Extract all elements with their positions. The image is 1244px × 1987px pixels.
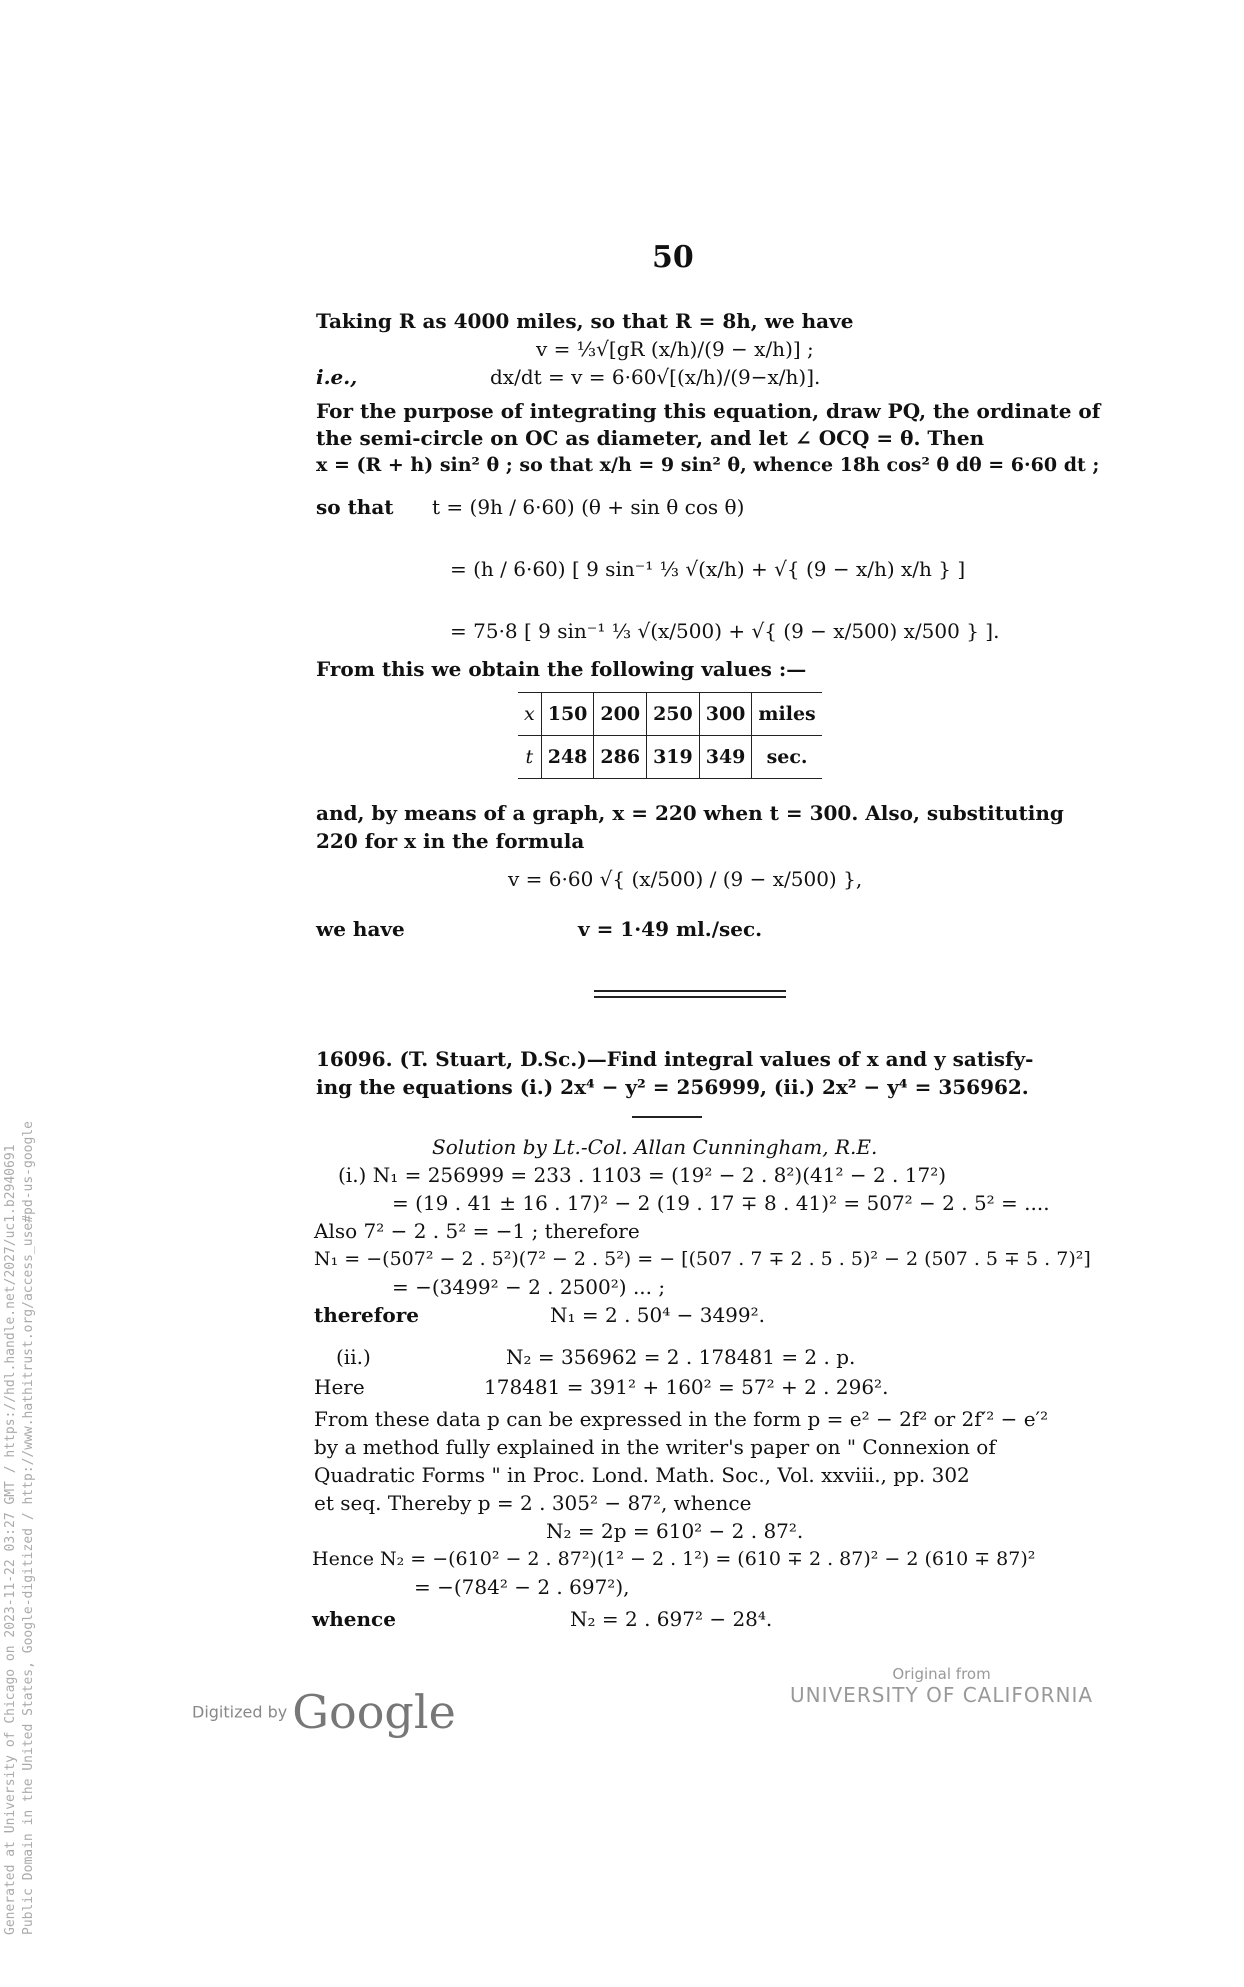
table-cell: miles (752, 693, 822, 736)
text-label: we have (316, 917, 405, 941)
divider (594, 990, 786, 992)
equation: v = 1·49 ml./sec. (578, 917, 763, 941)
digitized-by-text: Digitized by (192, 1702, 288, 1722)
text-line: 220 for x in the formula (316, 829, 585, 853)
text-line: Also 7² − 2 . 5² = −1 ; therefore (314, 1219, 640, 1243)
equation: N₁ = −(507² − 2 . 5²)(7² − 2 . 5²) = − [(507 . 7 ∓ 2 . 5 . 5)² − 2 (507 . 5 ∓ 5 . 7)²] (314, 1248, 1091, 1270)
table-cell: 286 (594, 736, 647, 779)
table-cell: 150 (541, 693, 594, 736)
table-cell: x (518, 693, 541, 736)
table-row (518, 693, 822, 736)
table-cell: 349 (699, 736, 752, 779)
solution-heading: Solution by Lt.-Col. Allan Cunningham, R.E. (432, 1135, 878, 1159)
equation: = (19 . 41 ± 16 . 17)² − 2 (19 . 17 ∓ 8 . 41)² = 507² − 2 . 5² = .... (392, 1191, 1050, 1215)
text-line: the semi-circle on OC as diameter, and let ∠ OCQ = θ. Then (316, 426, 985, 450)
hathitrust-watermark (2, 1121, 38, 1935)
table-cell: 200 (594, 693, 647, 736)
table-cell: 250 (647, 693, 700, 736)
table-cell: t (525, 746, 534, 768)
equation: = (h / 6·60) [ 9 sin⁻¹ ⅓ √(x/h) + √{ (9 − x/h) x/h } ] (450, 557, 966, 581)
equation: Hence N₂ = −(610² − 2 . 87²)(1² − 2 . 1²) = (610 ∓ 2 . 87)² − 2 (610 ∓ 87)² (312, 1548, 1036, 1570)
original-from-text: Original from (892, 1665, 991, 1683)
problem-statement: 16096. (T. Stuart, D.Sc.)—Find integral values of x and y satisfy- (316, 1047, 1034, 1071)
text-line: by a method fully explained in the writer's paper on " Connexion of (314, 1435, 996, 1459)
text-line: x = (R + h) sin² θ ; so that x/h = 9 sin² θ, whence 18h cos² θ dθ = 6·60 dt ; (316, 454, 1100, 476)
table-cell: sec. (752, 736, 822, 779)
text-line: From these data p can be expressed in the form p = e² − 2f² or 2f′² − e′² (314, 1407, 1049, 1431)
text-label: therefore (314, 1303, 419, 1327)
text-line: For the purpose of integrating this equation, draw PQ, the ordinate of (316, 399, 1101, 423)
table-row (518, 736, 822, 779)
divider (632, 1116, 702, 1118)
equation: N₂ = 2 . 697² − 28⁴. (570, 1607, 773, 1631)
equation: = 75·8 [ 9 sin⁻¹ ⅓ √(x/500) + √{ (9 − x/500) x/500 } ]. (450, 619, 1000, 643)
divider (594, 996, 786, 998)
equation: N₁ = 2 . 50⁴ − 3499². (550, 1303, 765, 1327)
equation: t = (9h / 6·60) (θ + sin θ cos θ) (432, 495, 745, 519)
text-line: and, by means of a graph, x = 220 when t = 300. Also, substituting (316, 801, 1064, 825)
equation: v = ⅓√[gR (x/h)/(9 − x/h)] ; (536, 337, 814, 361)
equation: dx/dt = v = 6·60√[(x/h)/(9−x/h)]. (490, 365, 821, 389)
text-label: so that (316, 495, 394, 519)
equation: = −(784² − 2 . 697²), (414, 1575, 630, 1599)
text-label: (ii.) (336, 1345, 371, 1369)
equation: 178481 = 391² + 160² = 57² + 2 . 296². (484, 1375, 889, 1399)
text-line: Quadratic Forms " in Proc. Lond. Math. Soc., Vol. xxviii., pp. 302 (314, 1463, 970, 1487)
watermark-line: Generated at University of Chicago on 2023-11-22 03:27 GMT / https://hdl.handle.net/2027/uc1.b2940691 (3, 1144, 18, 1935)
text-line: et seq. Thereby p = 2 . 305² − 87², whence (314, 1491, 752, 1515)
text-label: Here (314, 1375, 365, 1399)
university-text: UNIVERSITY OF CALIFORNIA (790, 1683, 1094, 1707)
equation: N₂ = 356962 = 2 . 178481 = 2 . p. (506, 1345, 856, 1369)
watermark-line: Public Domain in the United States, Google-digitized / http://www.hathitrust.org/access_use#pd-us-google (21, 1121, 36, 1935)
values-table (518, 692, 822, 779)
table-cell: 248 (541, 736, 594, 779)
digitized-by-logo (192, 1685, 456, 1739)
equation: = −(3499² − 2 . 2500²) ... ; (392, 1275, 666, 1299)
table-cell: 319 (647, 736, 700, 779)
text-line: From this we obtain the following values :— (316, 657, 807, 681)
google-logo: Google (292, 1685, 456, 1739)
text-label: i.e., (316, 365, 358, 389)
page-number: 50 (652, 240, 694, 275)
equation: v = 6·60 √{ (x/500) / (9 − x/500) }, (508, 867, 863, 891)
equation: N₂ = 2p = 610² − 2 . 87². (546, 1519, 804, 1543)
source-credit (790, 1665, 1093, 1707)
equation: (i.) N₁ = 256999 = 233 . 1103 = (19² − 2 . 8²)(41² − 2 . 17²) (338, 1163, 947, 1187)
text-label: whence (312, 1607, 396, 1631)
problem-statement: ing the equations (i.) 2x⁴ − y² = 256999, (ii.) 2x² − y⁴ = 356962. (316, 1075, 1029, 1099)
text-line: Taking R as 4000 miles, so that R = 8h, we have (316, 309, 854, 333)
table-cell: 300 (699, 693, 752, 736)
